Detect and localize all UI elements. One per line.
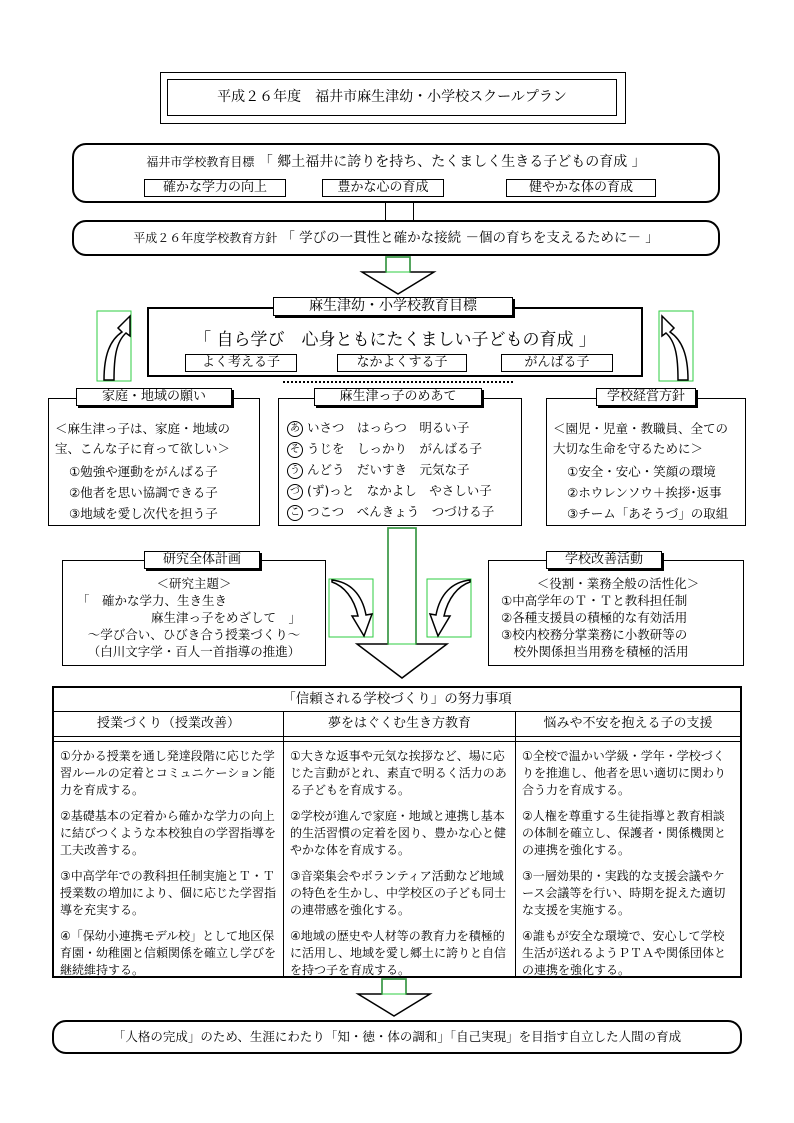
down-arrow-icon [354, 978, 434, 1018]
policy-text: 「 学びの一貫性と確かな接続 －個の育ちを支えるために－ 」 [281, 230, 659, 246]
reform-tag: 学校改善活動 [546, 551, 662, 569]
research-theme-2: 麻生津っ子をめざして 」 [151, 610, 302, 625]
city-goal-line [74, 151, 718, 171]
effort-item: ②人権を尊重する生徒指導と教育相談の体制を確立し、保護者・関係機関との連携を強化する。 [522, 809, 727, 857]
pillar-academic: 確かな学力の向上 [144, 179, 286, 197]
curved-down-arrow-right-icon [426, 578, 474, 640]
aims-tag: 麻生津っ子のめあて [314, 388, 482, 406]
effort-item: ②基礎基本の定着から確かな学力の向上に結びつくような本校独自の学習指導を工夫改善する。 [60, 809, 277, 857]
effort-item: ④地域の歴史や人材等の教育力を積極的に活用し、地域を愛し郷土に誇りと自信を持つ子を育成する。 [290, 929, 507, 977]
child-friendly: なかよくする子 [337, 354, 467, 372]
aim-mark-zu: づ [287, 484, 303, 500]
effort-item: ①大きな返事や元気な挨拶など、場に応じた言動がとれ、素直で明るく活力のある子どもを育成する。 [290, 749, 507, 797]
pillar-body: 健やかな体の育成 [506, 179, 656, 197]
management-intro: ＜園児・児童・教職員、全ての大切な生命を守るために＞ [553, 421, 729, 456]
col-lessons [60, 748, 278, 988]
city-goal-label: 福井市学校教育目標 [146, 155, 255, 169]
city-goal-box [72, 143, 720, 203]
reform-item: ③校内校務分掌業務に小教研等の [501, 627, 688, 642]
policy-label: 平成２６年度学校教育方針 [133, 231, 278, 245]
effort-item: ③音楽集会やボランティア活動など地域の特色を生かし、中学校区の子ども同士の連帯感を強化する。 [290, 869, 507, 917]
aim-text: つこつ べんきょう つづける子 [307, 504, 495, 519]
aim-text: んどう だいすき 元気な子 [307, 462, 470, 477]
efforts-title: 「信頼される学校づくり」の努力事項 [54, 688, 740, 712]
family-item: ③地域を愛し次代を担う子 [69, 506, 218, 521]
family-tag: 家庭・地域の願い [76, 388, 232, 406]
header-divider-2 [54, 741, 740, 742]
city-goal-text: 「 郷土福井に誇りを持ち、たくましく生きる子どもの育成 」 [258, 154, 646, 170]
header-divider [54, 736, 740, 737]
management-tag: 学校経営方針 [596, 388, 696, 406]
curved-arrow-right-icon [658, 310, 696, 384]
plan-title: 平成２６年度 福井市麻生津幼・小学校スクールプラン [217, 89, 567, 105]
aim-line [287, 417, 521, 438]
aim-line [287, 459, 521, 480]
col-header-dreams: 夢をはぐくむ生き方教育 [327, 716, 471, 731]
plan-title-inner [167, 79, 617, 116]
research-theme-1: 「 確かな学力、生き生き [77, 593, 228, 608]
family-item: ①勉強や運動をがんばる子 [69, 464, 218, 479]
reform-box [488, 560, 744, 666]
research-note: （白川文字学・百人一首指導の推進） [87, 644, 301, 659]
col-divider-1 [283, 712, 284, 976]
effort-item: ①分かる授業を通し発達段階に応じた学習ルールの定着とコミュニケーション能力を育成する。 [60, 749, 276, 797]
dotted-divider [283, 381, 513, 383]
aim-text: (ず)っと なかよし やさしい子 [307, 483, 492, 498]
effort-item: ④誰もが安全な環境で、安心して学校生活が送れるようＰＴＡや関係団体との連携を強化する。 [522, 929, 727, 977]
reform-heading: ＜役割・業務全般の活性化＞ [536, 576, 700, 591]
final-goal-box [52, 1020, 742, 1054]
connector-2 [413, 203, 414, 221]
child-effort: がんばる子 [501, 354, 613, 372]
family-item: ②他者を思い協調できる子 [69, 485, 218, 500]
curved-down-arrow-left-icon [328, 578, 376, 640]
effort-item: ③一層効果的・実践的な支援会議やケース会議等を行い、時期を捉えた適切な支援を実施する。 [522, 869, 726, 917]
aims-box [278, 398, 522, 526]
research-tag: 研究全体計画 [144, 551, 260, 569]
col-header-lessons: 授業づくり（授業改善） [96, 716, 240, 731]
aim-mark-ko: こ [287, 505, 303, 521]
col-dreams [290, 748, 510, 988]
management-item: ①安全・安心・笑顔の環境 [567, 464, 716, 479]
family-box [48, 398, 260, 526]
child-think: よく考える子 [185, 354, 297, 372]
plan-title-box [160, 72, 626, 124]
effort-item: ③中高学年での教科担任制実施とＴ・Ｔ授業数の増加により、個に応じた学習指導を充実する。 [60, 869, 277, 917]
research-box [62, 560, 326, 666]
management-box [546, 398, 746, 526]
down-arrow-icon [358, 256, 438, 296]
effort-item: ④「保幼小連携モデル校」として地区保育園・幼稚園と信頼関係を確立し学びを継続維持する。 [60, 929, 277, 977]
connector-1 [385, 203, 386, 221]
school-goal-box [147, 307, 643, 377]
research-heading: ＜研究主題＞ [156, 576, 232, 591]
aim-mark-a: あ [287, 421, 303, 437]
reform-item: 校外関係担当用務を積極的活用 [501, 644, 689, 659]
school-goal-tag: 麻生津幼・小学校教育目標 [273, 297, 513, 316]
aim-mark-so: そ [287, 442, 303, 458]
policy-box [72, 220, 720, 256]
col-header-support: 悩みや不安を抱える子の支援 [543, 716, 713, 731]
curved-arrow-left-icon [96, 310, 134, 384]
reform-item: ②各種支援員の積極的な有効活用 [501, 610, 688, 625]
effort-item: ①全校で温かい学級・学年・学校づくりを推進し、他者を思い適切に関わり合う力を育成する。 [522, 749, 727, 797]
col-divider-2 [515, 712, 516, 976]
pillar-heart: 豊かな心の育成 [322, 179, 444, 197]
final-goal-text: 「人格の完成」のため、生涯にわたり「知・徳・体の調和」「自己実現」を目指す自立した人間の育成 [112, 1029, 682, 1044]
aim-line [287, 480, 521, 501]
aim-line [287, 501, 521, 522]
research-sub: ～学び合い、ひびき合う授業づくり～ [87, 627, 301, 642]
reform-item: ①中高学年のＴ・Ｔと教科担任制 [501, 593, 688, 608]
efforts-table [52, 686, 742, 978]
aim-line [287, 438, 521, 459]
family-intro: ＜麻生津っ子は、家庭・地域の宝、こんな子に育って欲しい＞ [55, 421, 231, 456]
management-item: ③チーム「あそうづ」の取組 [567, 506, 729, 521]
management-item: ②ホウレンソウ＋挨拶･返事 [567, 485, 722, 500]
school-goal-text: 「 自ら学び 心身ともにたくましい子どもの育成 」 [194, 330, 596, 350]
effort-item: ②学校が進んで家庭・地域と連携し基本的生活習慣の定着を図り、豊かな心と健やかな体を育成する。 [290, 809, 507, 857]
aim-text: いさつ はっらつ 明るい子 [307, 420, 470, 435]
aim-text: うじを しっかり がんばる子 [307, 441, 483, 456]
aim-mark-u: う [287, 463, 303, 479]
col-support [522, 748, 736, 988]
